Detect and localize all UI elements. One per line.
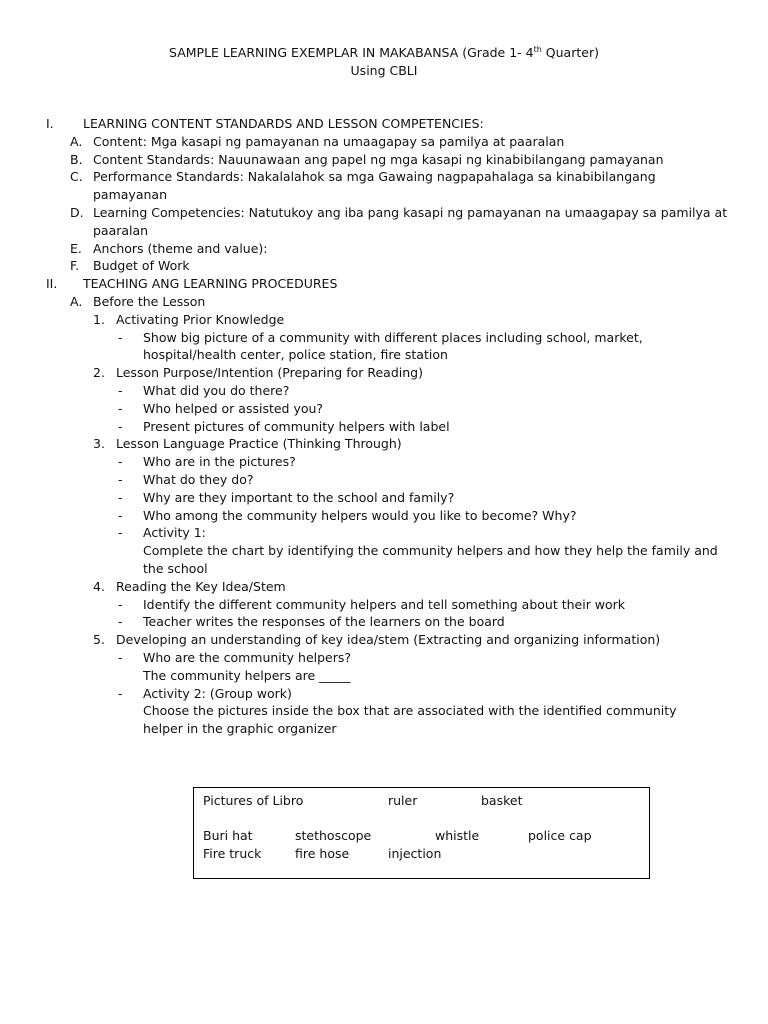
- outline-line: [0, 685, 768, 703]
- outline-marker: -: [118, 507, 123, 523]
- outline-marker: 1.: [93, 311, 105, 327]
- outline-line: [0, 596, 768, 614]
- outline-text: Who among the community helpers would you like to become? Why?: [143, 507, 577, 523]
- outline-line: [0, 400, 768, 418]
- outline-text: Lesson Purpose/Intention (Preparing for Reading): [116, 365, 423, 381]
- outline-line: [0, 222, 768, 240]
- outline-marker: II.: [46, 276, 58, 292]
- outline-marker: -: [118, 400, 123, 416]
- outline-line: [0, 667, 768, 685]
- box-item: Pictures of Libro: [203, 793, 304, 808]
- outline-text: Activity 1:: [143, 525, 206, 541]
- outline-text: paaralan: [93, 222, 149, 238]
- outline-text: Show big picture of a community with different places including school, market,: [143, 329, 643, 345]
- outline-text: Content Standards: Nauunawaan ang papel ng mga kasapi ng kinabibilangang pamayanan: [93, 151, 664, 167]
- outline-text: Budget of Work: [93, 258, 190, 274]
- outline-text: Lesson Language Practice (Thinking Through): [116, 436, 402, 452]
- outline-marker: E.: [70, 240, 82, 256]
- outline-line: [0, 507, 768, 525]
- outline-marker: -: [118, 614, 123, 630]
- outline-line: [0, 560, 768, 578]
- outline-marker: -: [118, 596, 123, 612]
- outline-line: [0, 649, 768, 667]
- box-item: police cap: [528, 828, 592, 843]
- box-item: Buri hat: [203, 828, 253, 843]
- outline-line: [0, 720, 768, 738]
- outline-line: [0, 578, 768, 596]
- outline-text: TEACHING ANG LEARNING PROCEDURES: [83, 276, 338, 292]
- outline-line: [0, 631, 768, 649]
- box-item: injection: [388, 846, 442, 861]
- outline-marker: 4.: [93, 578, 105, 594]
- outline-line: [0, 329, 768, 347]
- outline-marker: -: [118, 471, 123, 487]
- outline-marker: 2.: [93, 365, 105, 381]
- outline-marker: 5.: [93, 632, 105, 648]
- outline-marker: -: [118, 329, 123, 345]
- outline-line: [0, 364, 768, 382]
- outline-line: [0, 257, 768, 275]
- outline-marker: -: [118, 685, 123, 701]
- outline-text: Present pictures of community helpers with label: [143, 418, 450, 434]
- outline-text: Activity 2: (Group work): [143, 685, 292, 701]
- outline-line: [0, 293, 768, 311]
- outline-line: [0, 702, 768, 720]
- outline-text: What do they do?: [143, 471, 254, 487]
- outline-line: [0, 542, 768, 560]
- outline-line: [0, 115, 768, 133]
- outline-marker: C.: [70, 169, 83, 185]
- outline-line: [0, 240, 768, 258]
- outline-text: Who are the community helpers?: [143, 649, 352, 665]
- outline-line: [0, 613, 768, 631]
- outline-text: Teacher writes the responses of the learners on the board: [143, 614, 505, 630]
- outline-marker: B.: [70, 151, 83, 167]
- title-superscript: th: [533, 44, 542, 54]
- outline-marker: -: [118, 382, 123, 398]
- outline-line: [0, 435, 768, 453]
- box-item: ruler: [388, 793, 418, 808]
- outline-text: Identify the different community helpers and tell something about their work: [143, 596, 626, 612]
- outline-text: The community helpers are _____: [143, 667, 351, 683]
- title-quarter-text: Quarter): [541, 45, 599, 60]
- outline-text: Who helped or assisted you?: [143, 400, 324, 416]
- outline-marker: -: [118, 489, 123, 505]
- document-title: [0, 44, 768, 80]
- outline-marker: -: [118, 418, 123, 434]
- outline-line: [0, 418, 768, 436]
- outline-line: [0, 524, 768, 542]
- outline-text: Performance Standards: Nakalalahok sa mga Gawaing nagpapahalaga sa kinabibilangang: [93, 169, 656, 185]
- outline-line: [0, 346, 768, 364]
- outline-text: Why are they important to the school and family?: [143, 489, 455, 505]
- outline-line: [0, 133, 768, 151]
- outline-text: Content: Mga kasapi ng pamayanan na umaagapay sa pamilya at paaralan: [93, 133, 565, 149]
- outline-line: [0, 382, 768, 400]
- outline-marker: A.: [70, 293, 83, 309]
- outline-line: [0, 471, 768, 489]
- outline-marker: -: [118, 649, 123, 665]
- picture-choices-box: [193, 787, 650, 879]
- outline-line: [0, 168, 768, 186]
- outline-marker: I.: [46, 116, 54, 131]
- box-item: basket: [481, 793, 523, 808]
- outline-text: Choose the pictures inside the box that are associated with the identified community: [143, 703, 677, 719]
- outline-marker: D.: [70, 204, 84, 220]
- box-item: fire hose: [295, 846, 350, 861]
- outline-line: [0, 275, 768, 293]
- outline-text: LEARNING CONTENT STANDARDS AND LESSON COMPETENCIES:: [83, 116, 484, 131]
- title-line-1: [0, 44, 768, 62]
- box-item: Fire truck: [203, 846, 262, 861]
- outline-text: Activating Prior Knowledge: [116, 311, 285, 327]
- outline-text: Reading the Key Idea/Stem: [116, 578, 286, 594]
- outline-line: [0, 453, 768, 471]
- outline-marker: F.: [70, 258, 80, 274]
- outline-line: [0, 489, 768, 507]
- outline-line: [0, 186, 768, 204]
- outline-line: [0, 204, 768, 222]
- outline-text: Learning Competencies: Natutukoy ang iba pang kasapi ng pamayanan na umaagapay sa pamilya at: [93, 204, 728, 220]
- outline-marker: 3.: [93, 436, 105, 452]
- box-item: stethoscope: [295, 828, 372, 843]
- outline-marker: -: [118, 525, 123, 541]
- outline-text: What did you do there?: [143, 382, 290, 398]
- outline-line: [0, 311, 768, 329]
- title-line-2: Using CBLI: [350, 63, 418, 78]
- outline-text: helper in the graphic organizer: [143, 721, 337, 737]
- outline-text: pamayanan: [93, 187, 167, 203]
- outline-text: Anchors (theme and value):: [93, 240, 268, 256]
- outline-marker: A.: [70, 133, 83, 149]
- title-main-text: SAMPLE LEARNING EXEMPLAR IN MAKABANSA (Grade 1- 4: [169, 45, 534, 60]
- outline-text: Who are in the pictures?: [143, 454, 296, 470]
- box-item: whistle: [435, 828, 480, 843]
- outline-text: the school: [143, 560, 208, 576]
- outline-line: [0, 151, 768, 169]
- outline-text: Complete the chart by identifying the community helpers and how they help the family and: [143, 543, 718, 559]
- outline-text: hospital/health center, police station, fire station: [143, 347, 448, 363]
- outline-text: Developing an understanding of key idea/stem (Extracting and organizing information): [116, 632, 661, 648]
- outline-marker: -: [118, 454, 123, 470]
- lesson-outline: [0, 115, 768, 738]
- outline-text: Before the Lesson: [93, 293, 206, 309]
